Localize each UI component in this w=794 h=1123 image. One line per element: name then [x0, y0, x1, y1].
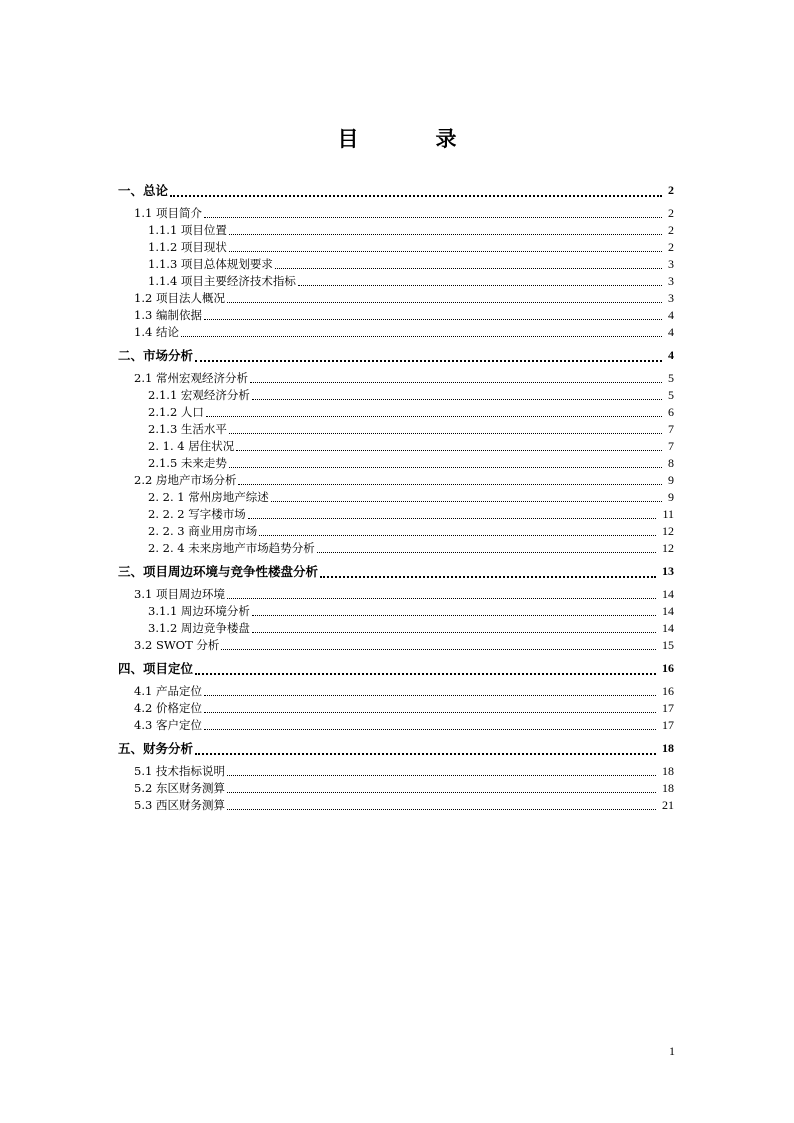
toc-entry-label: 1.4 结论: [134, 325, 179, 339]
toc-entry-label: 5.1 技术指标说明: [134, 764, 225, 778]
toc-entry[interactable]: [118, 489, 674, 506]
toc-dot-leader: [252, 632, 656, 633]
toc-dot-leader: [229, 467, 662, 468]
toc-entry[interactable]: [118, 387, 674, 404]
toc-entry-label: 5.3 西区财务测算: [134, 798, 225, 812]
toc-entry-label: 4.2 价格定位: [134, 701, 202, 715]
toc-entry[interactable]: [118, 540, 674, 557]
toc-entry-page: 18: [662, 764, 674, 778]
toc-dot-leader: [206, 416, 662, 417]
toc-entry-label: 2.1.5 未来走势: [148, 456, 227, 470]
toc-dot-leader: [195, 753, 656, 755]
toc-entry-page: 4: [668, 325, 674, 339]
toc-entry-label: 2.1.3 生活水平: [148, 422, 227, 436]
toc-entry-page: 14: [662, 604, 674, 618]
toc-entry[interactable]: [118, 523, 674, 540]
toc-dot-leader: [204, 319, 662, 320]
toc-entry[interactable]: [118, 717, 674, 734]
toc-entry[interactable]: [118, 307, 674, 324]
toc-dot-leader: [227, 792, 656, 793]
toc-entry-label: 1.1.1 项目位置: [148, 223, 227, 237]
toc-entry-page: 5: [668, 388, 674, 402]
toc-dot-leader: [227, 302, 662, 303]
toc-dot-leader: [204, 217, 662, 218]
page-title: 目 录: [337, 126, 485, 151]
toc-dot-leader: [320, 576, 656, 578]
toc-entry-label: 四、项目定位: [118, 661, 194, 676]
toc-dot-leader: [227, 809, 656, 810]
toc-entry[interactable]: [118, 455, 674, 472]
toc-entry-label: 3.1.1 周边环境分析: [148, 604, 250, 618]
toc-entry[interactable]: [118, 345, 674, 366]
toc-dot-leader: [229, 251, 662, 252]
toc-entry[interactable]: [118, 472, 674, 489]
toc-dot-leader: [229, 234, 662, 235]
toc-entry-page: 6: [668, 405, 674, 419]
toc-entry-page: 13: [662, 564, 674, 578]
toc-dot-leader: [195, 360, 662, 362]
toc-entry[interactable]: [118, 404, 674, 421]
toc-entry[interactable]: [118, 658, 674, 679]
toc-entry-label: 2. 2. 3 商业用房市场: [148, 524, 258, 538]
toc-entry-label: 1.1 项目简介: [134, 206, 202, 220]
toc-entry-page: 12: [662, 541, 674, 555]
toc-entry-label: 三、项目周边环境与竞争性楼盘分析: [118, 564, 319, 579]
toc-entry-label: 2. 1. 4 居住状况: [148, 439, 235, 453]
toc-entry-page: 18: [662, 741, 674, 755]
toc-entry-label: 2.1.2 人口: [148, 405, 204, 419]
toc-entry[interactable]: [118, 603, 674, 620]
toc-dot-leader: [227, 598, 656, 599]
toc-dot-leader: [275, 268, 662, 269]
toc-dot-leader: [259, 535, 656, 536]
toc-dot-leader: [195, 673, 656, 675]
toc-entry[interactable]: [118, 205, 674, 222]
toc-entry-page: 14: [662, 621, 674, 635]
toc-entry[interactable]: [118, 239, 674, 256]
toc-entry[interactable]: [118, 738, 674, 759]
toc-entry[interactable]: [118, 561, 674, 582]
toc-dot-leader: [238, 484, 662, 485]
toc-dot-leader: [250, 382, 662, 383]
toc-entry-label: 2.1.1 宏观经济分析: [148, 388, 250, 402]
toc-entry-page: 3: [668, 291, 674, 305]
toc-entry-label: 二、市场分析: [118, 348, 194, 363]
toc-entry-page: 7: [668, 422, 674, 436]
toc-entry-label: 4.3 客户定位: [134, 718, 202, 732]
toc-entry-page: 3: [668, 274, 674, 288]
toc-entry-label: 2.2 房地产市场分析: [134, 473, 237, 487]
toc-entry-page: 2: [668, 240, 674, 254]
toc-entry[interactable]: [118, 637, 674, 654]
toc-dot-leader: [221, 649, 656, 650]
toc-entry-page: 14: [662, 587, 674, 601]
toc-entry-page: 16: [662, 684, 674, 698]
toc-entry[interactable]: [118, 222, 674, 239]
toc-dot-leader: [248, 518, 657, 519]
toc-entry[interactable]: [118, 421, 674, 438]
toc-entry-label: 一、总论: [118, 183, 169, 198]
toc-entry-label: 1.1.2 项目现状: [148, 240, 227, 254]
toc-entry-label: 3.1.2 周边竞争楼盘: [148, 621, 250, 635]
toc-entry-label: 2. 2. 2 写字楼市场: [148, 507, 246, 521]
toc-entry[interactable]: [118, 763, 674, 780]
toc-entry[interactable]: [118, 324, 674, 341]
toc-dot-leader: [252, 399, 662, 400]
toc-dot-leader: [317, 552, 656, 553]
toc-entry[interactable]: [118, 273, 674, 290]
toc-entry-label: 3.2 SWOT 分析: [134, 638, 220, 652]
toc-entry[interactable]: [118, 438, 674, 455]
toc-entry[interactable]: [118, 620, 674, 637]
toc-dot-leader: [236, 450, 662, 451]
toc-entry-label: 1.3 编制依据: [134, 308, 202, 322]
toc-dot-leader: [204, 712, 656, 713]
toc-entry[interactable]: [118, 683, 674, 700]
toc-entry-page: 21: [662, 798, 674, 812]
toc-entry-label: 2. 2. 4 未来房地产市场趋势分析: [148, 541, 315, 555]
toc-entry[interactable]: [118, 370, 674, 387]
toc-dot-leader: [252, 615, 656, 616]
toc-entry-page: 17: [662, 701, 674, 715]
toc-entry[interactable]: [118, 700, 674, 717]
toc-dot-leader: [271, 501, 662, 502]
toc-entry[interactable]: [118, 180, 674, 201]
toc-entry[interactable]: [118, 290, 674, 307]
toc-entry-label: 2. 2. 1 常州房地产综述: [148, 490, 269, 504]
toc-entry[interactable]: [118, 506, 674, 523]
toc-entry-page: 16: [662, 661, 674, 675]
toc-entry[interactable]: [118, 780, 674, 797]
toc-entry-page: 5: [668, 371, 674, 385]
toc-dot-leader: [227, 775, 656, 776]
toc-entry-label: 2.1 常州宏观经济分析: [134, 371, 248, 385]
toc-entry-page: 15: [662, 638, 674, 652]
toc-entry-page: 3: [668, 257, 674, 271]
toc-entry-label: 4.1 产品定位: [134, 684, 202, 698]
table-of-contents: [118, 180, 674, 814]
toc-entry-label: 5.2 东区财务测算: [134, 781, 225, 795]
toc-entry[interactable]: [118, 256, 674, 273]
toc-entry-label: 五、财务分析: [118, 741, 194, 756]
toc-entry-page: 9: [668, 473, 674, 487]
toc-entry-page: 2: [668, 206, 674, 220]
toc-entry-page: 7: [668, 439, 674, 453]
footer-page-number: 1: [669, 1044, 675, 1058]
toc-entry-label: 1.1.3 项目总体规划要求: [148, 257, 273, 271]
toc-entry-page: 4: [668, 348, 674, 362]
toc-dot-leader: [298, 285, 662, 286]
toc-entry-page: 11: [662, 507, 674, 521]
toc-dot-leader: [204, 695, 656, 696]
toc-entry[interactable]: [118, 586, 674, 603]
toc-entry-page: 8: [668, 456, 674, 470]
toc-entry-label: 1.2 项目法人概况: [134, 291, 225, 305]
toc-dot-leader: [170, 195, 662, 197]
toc-entry-page: 18: [662, 781, 674, 795]
toc-entry-page: 9: [668, 490, 674, 504]
toc-entry-page: 2: [668, 183, 674, 197]
toc-entry-page: 17: [662, 718, 674, 732]
toc-dot-leader: [181, 336, 662, 337]
toc-entry-page: 2: [668, 223, 674, 237]
toc-entry-page: 12: [662, 524, 674, 538]
toc-dot-leader: [204, 729, 656, 730]
toc-entry[interactable]: [118, 797, 674, 814]
toc-dot-leader: [229, 433, 662, 434]
toc-entry-page: 4: [668, 308, 674, 322]
toc-entry-label: 1.1.4 项目主要经济技术指标: [148, 274, 296, 288]
toc-entry-label: 3.1 项目周边环境: [134, 587, 225, 601]
